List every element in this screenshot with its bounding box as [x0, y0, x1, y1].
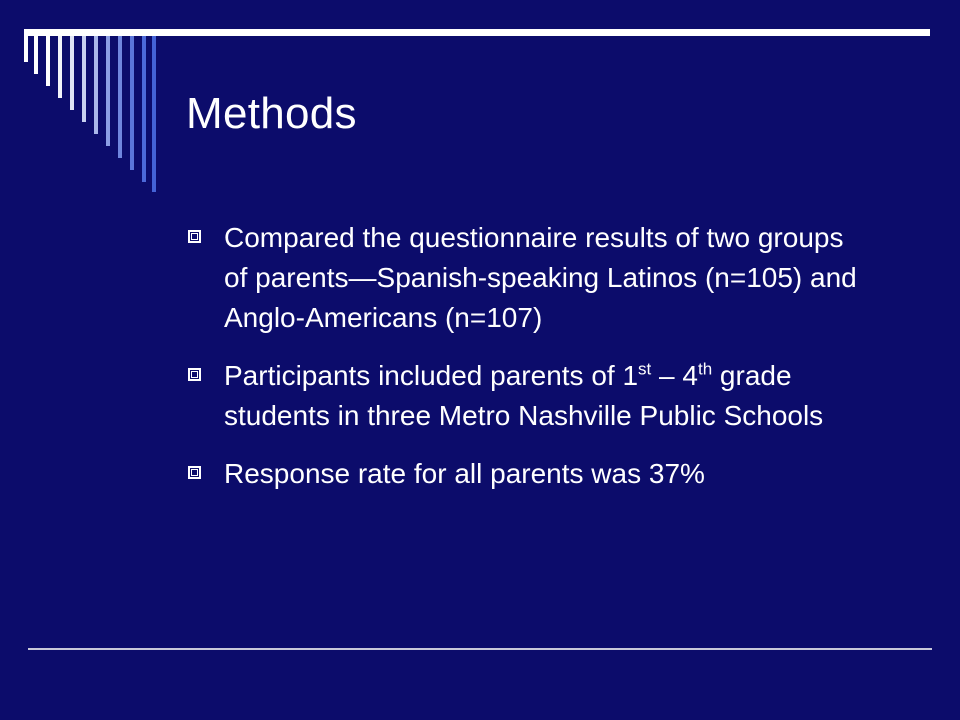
- bullet-list: [186, 218, 866, 512]
- square-bullet-icon: [188, 466, 201, 479]
- square-bullet-icon: [188, 230, 201, 243]
- bullet-item: [186, 356, 866, 436]
- stripe: [24, 36, 28, 62]
- bullet-text-part: grade students in three Metro Nashville Public Schools: [224, 360, 824, 431]
- bullet-item: [186, 218, 866, 338]
- top-rule: [24, 29, 930, 36]
- stripe: [70, 36, 74, 110]
- stripe: [34, 36, 38, 74]
- stripe: [152, 36, 156, 192]
- bullet-item: [186, 454, 866, 494]
- stripe: [130, 36, 134, 170]
- bullet-text-part: – 4: [651, 360, 698, 391]
- stripe: [94, 36, 98, 134]
- stripe: [118, 36, 122, 158]
- stripe: [58, 36, 62, 98]
- bottom-rule: [28, 648, 932, 650]
- bullet-text: Response rate for all parents was 37%: [224, 458, 705, 489]
- stripe: [142, 36, 146, 182]
- stripe: [106, 36, 110, 146]
- stripe: [46, 36, 50, 86]
- bullet-text-part: Participants included parents of 1: [224, 360, 639, 391]
- stripe: [82, 36, 86, 122]
- bullet-text: Compared the questionnaire results of two groups of parents—Spanish-speaking Latinos (n=105) and Anglo-Americans (n=107): [224, 222, 857, 333]
- square-bullet-icon: [188, 368, 201, 381]
- ordinal-suffix: st: [638, 359, 652, 379]
- bullet-text: [224, 360, 823, 431]
- ordinal-suffix: th: [697, 359, 713, 379]
- slide-title: Methods: [186, 89, 357, 138]
